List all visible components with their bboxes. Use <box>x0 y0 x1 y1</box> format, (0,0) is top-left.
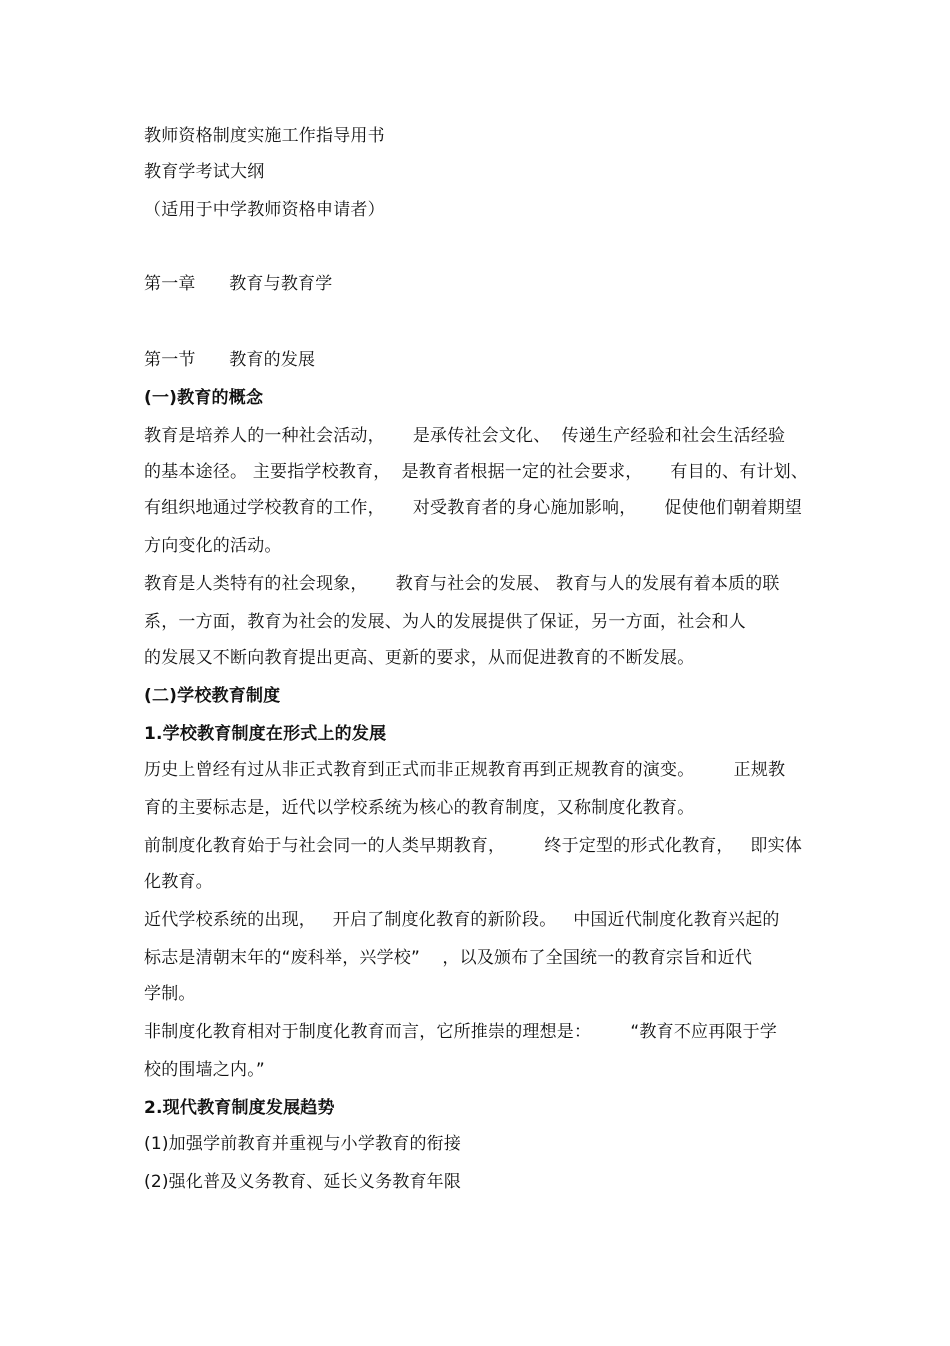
paragraph-line: 有组织地通过学校教育的工作， 对受教育者的身心施加影响， 促使他们朝着期望 <box>144 498 803 518</box>
list-item: (1)加强学前教育并重视与小学教育的衔接 <box>144 1134 462 1154</box>
paragraph-line: 的基本途径。 主要指学校教育， 是教育者根据一定的社会要求， 有目的、有计划、 <box>144 462 809 482</box>
paragraph-line: 前制度化教育始于与社会同一的人类早期教育， 终于定型的形式化教育， 即实体 <box>144 836 803 856</box>
subheading-form-development: 1.学校教育制度在形式上的发展 <box>144 724 387 744</box>
paragraph-line: 育的主要标志是，近代以学校系统为核心的教育制度，又称制度化教育。 <box>144 798 695 818</box>
paragraph-line: 近代学校系统的出现， 开启了制度化教育的新阶段。 中国近代制度化教育兴起的 <box>144 910 780 930</box>
subheading-modern-trends: 2.现代教育制度发展趋势 <box>144 1098 335 1118</box>
list-item: (2)强化普及义务教育、延长义务教育年限 <box>144 1172 462 1192</box>
paragraph-line: 历史上曾经有过从非正式教育到正式而非正规教育再到正规教育的演变。 正规教 <box>144 760 786 780</box>
paragraph-line: 非制度化教育相对于制度化教育而言，它所推崇的理想是： “教育不应再限于学 <box>144 1022 778 1042</box>
chapter-title: 第一章 教育与教育学 <box>144 274 333 294</box>
book-title: 教育学考试大纲 <box>144 162 265 182</box>
book-series-title: 教师资格制度实施工作指导用书 <box>144 126 385 146</box>
paragraph-line: 校的围墙之内。” <box>144 1060 265 1080</box>
paragraph-line: 方向变化的活动。 <box>144 536 282 556</box>
paragraph-line: 系，一方面，教育为社会的发展、为人的发展提供了保证，另一方面，社会和人 <box>144 612 746 632</box>
heading-school-system: (二)学校教育制度 <box>144 686 281 706</box>
paragraph-line: 教育是培养人的一种社会活动， 是承传社会文化、 传递生产经验和社会生活经验 <box>144 426 786 446</box>
paragraph-line: 教育是人类特有的社会现象， 教育与社会的发展、 教育与人的发展有着本质的联 <box>144 574 780 594</box>
heading-education-concept: (一)教育的概念 <box>144 388 264 408</box>
paragraph-line: 化教育。 <box>144 872 213 892</box>
paragraph-line: 的发展又不断向教育提出更高、更新的要求，从而促进教育的不断发展。 <box>144 648 695 668</box>
book-subtitle: （适用于中学教师资格申请者） <box>144 200 385 220</box>
paragraph-line: 标志是清朝末年的“废科举，兴学校” ，以及颁布了全国统一的教育宗旨和近代 <box>144 948 753 968</box>
paragraph-line: 学制。 <box>144 984 196 1004</box>
section-title: 第一节 教育的发展 <box>144 350 316 370</box>
